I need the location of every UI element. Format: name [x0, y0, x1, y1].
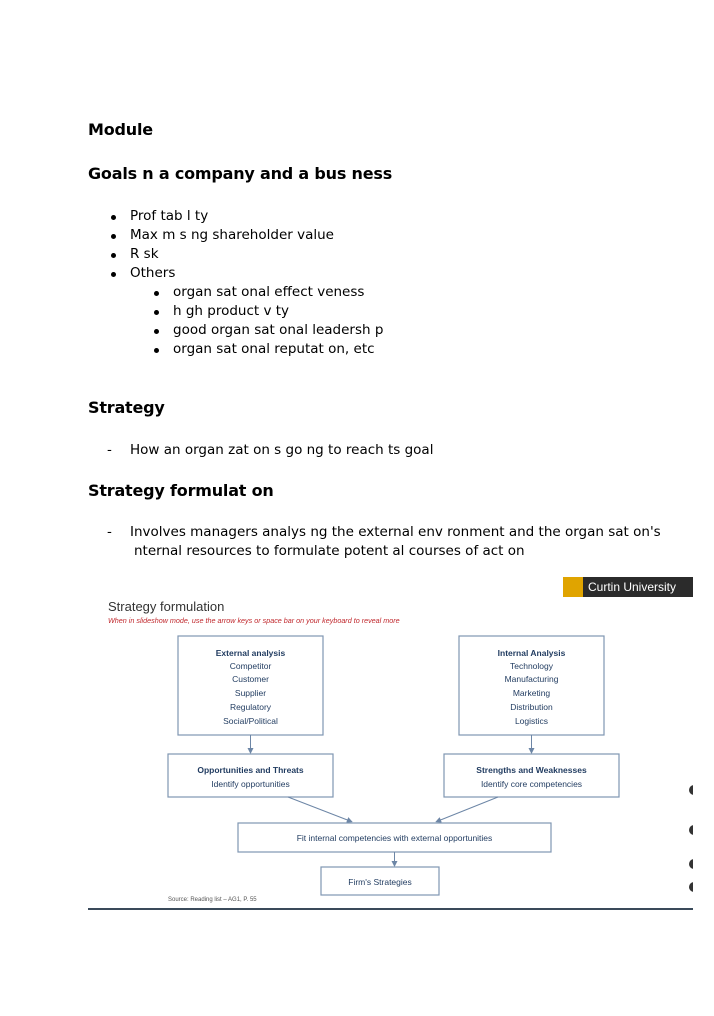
strategy-formulation-slide	[88, 577, 693, 910]
slide-title: Strategy formulation	[108, 599, 225, 614]
goals-list	[130, 207, 334, 283]
external-analysis-title: External analysis	[215, 648, 286, 658]
opportunities-sub: Identify opportunities	[211, 779, 290, 789]
strengths-sub: Identify core competencies	[480, 779, 583, 789]
module-heading: Module	[88, 120, 153, 139]
list-item: organ sat onal reputat on, etc	[173, 340, 383, 359]
formulation-definition-line1: Involves managers analys ng the external env ronment and the organ sat on's	[130, 524, 661, 540]
goals-heading: Goals n a company and a bus ness	[88, 164, 393, 183]
list-item: good organ sat onal leadersh p	[173, 322, 384, 338]
dash-marker: -	[107, 442, 112, 458]
list-item: Others	[130, 264, 334, 283]
list-item: organ sat onal effect veness	[173, 283, 383, 302]
nav-dot-icon	[689, 859, 693, 869]
strengths-title: Strengths and Weaknesses	[476, 765, 587, 775]
logo-text: Curtin University	[588, 580, 677, 594]
internal-item: Manufacturing	[504, 674, 559, 684]
list-item: R sk	[130, 245, 334, 264]
opportunities-box	[168, 754, 333, 797]
external-item: Supplier	[234, 688, 267, 698]
formulation-heading: Strategy formulat on	[88, 481, 274, 500]
slide-subtitle: When in slideshow mode, use the arrow keys or space bar on your keyboard to reveal more	[108, 616, 400, 625]
slide-diagram	[88, 577, 693, 908]
external-item: Competitor	[229, 661, 272, 671]
external-item: Social/Political	[223, 716, 278, 726]
opportunities-title: Opportunities and Threats	[197, 765, 304, 775]
internal-item: Marketing	[512, 688, 551, 698]
internal-item: Distribution	[510, 702, 553, 712]
strategy-heading: Strategy	[88, 398, 165, 417]
others-sublist	[173, 283, 383, 359]
list-item: Max m s ng shareholder value	[130, 227, 334, 243]
external-item: Regulatory	[229, 702, 272, 712]
strategy-definition	[107, 441, 667, 461]
arrow-diagonal-icon	[288, 797, 350, 821]
dash-marker: -	[107, 524, 112, 540]
nav-dot-icon	[689, 882, 693, 892]
internal-item: Technology	[509, 661, 554, 671]
strategies-text: Firm's Strategies	[348, 877, 412, 887]
strategy-definition-text: How an organ zat on s go ng to reach ts goal	[130, 442, 434, 458]
fit-text: Fit internal competencies with external opportunities	[296, 833, 493, 843]
nav-dot-icon	[689, 785, 693, 795]
list-item: Prof tab l ty	[130, 207, 334, 226]
strengths-box	[444, 754, 619, 797]
internal-item: Logistics	[514, 716, 549, 726]
internal-analysis-title: Internal Analysis	[497, 648, 566, 658]
formulation-definition	[107, 523, 667, 563]
external-item: Customer	[232, 674, 269, 684]
formulation-definition-line2: nternal resources to formulate potent al courses of act on	[134, 543, 525, 559]
logo-emblem-icon	[563, 577, 583, 597]
arrow-diagonal-icon	[438, 797, 498, 821]
nav-dot-icon	[689, 825, 693, 835]
list-item: h gh product v ty	[173, 302, 383, 321]
slide-source: Source: Reading list – AG1, P. 55	[168, 897, 257, 903]
